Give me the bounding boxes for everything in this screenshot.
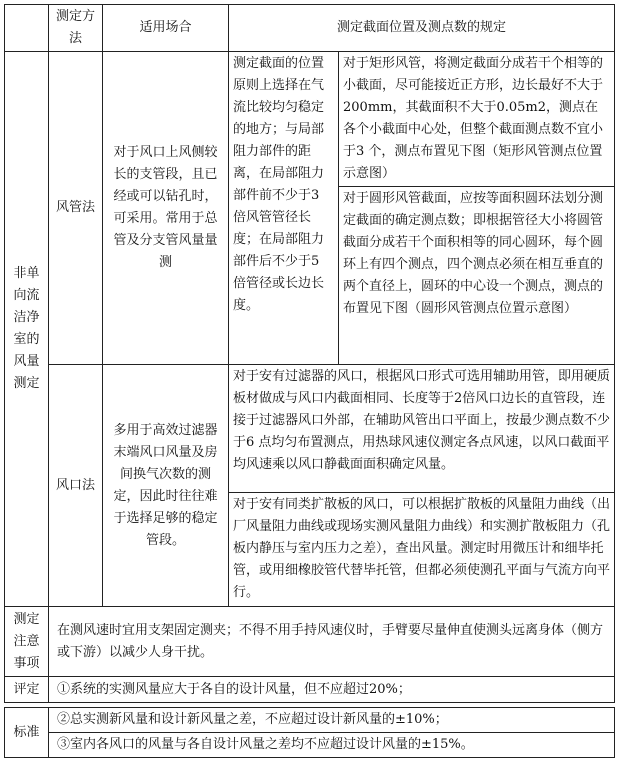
duct-rect-row <box>5 52 615 187</box>
header-row <box>5 5 615 52</box>
evaluation-text-3: ③室内各风口的风量与各自设计风量之差均不应超过设计风量的±15%。 <box>49 733 615 758</box>
section-label: 非单向流洁净室的风量测定 <box>5 52 49 607</box>
outlet-diffuser-rule: 对于安有同类扩散板的风口，可以根据扩散板的风量阻力曲线（出厂风量阻力曲线或现场实测风量阻力曲线）和实测扩散板阻力（孔板内静压与室内压力之差），查出风量。测定时用微压计和细毕托管，或用细橡胶管代替毕托管，但都必须使测孔平面与气流方向平行。 <box>229 493 615 607</box>
header-rules: 测定截面位置及测点数的规定 <box>229 5 615 52</box>
outlet-filter-row <box>5 365 615 493</box>
evaluation-row-2 <box>5 708 615 733</box>
spec-document <box>4 4 614 758</box>
evaluation-label-1: 评定 <box>5 677 49 703</box>
header-blank <box>5 5 49 52</box>
notes-row <box>5 607 615 677</box>
outlet-filter-rule: 对于安有过滤器的风口，根据风口形式可选用辅助用管，即用硬质板材做成与风口内截面相同、长度等于2倍风口边长的直管段，连接于过滤器风口外部，在辅助风管出口平面上，按最少测点数不少于6 点均匀布置测点，用热球风速仪测定各点风速，以风口截面平均风速乘以风口静截面面积确定风量。 <box>229 365 615 493</box>
duct-scenario: 对于风口上风侧较长的支管段，且已经或可以钻孔时，可采用。常用于总管及分支管风量量测 <box>103 52 229 365</box>
evaluation-label-2: 标准 <box>5 708 49 758</box>
header-method: 测定方法 <box>49 5 103 52</box>
airflow-measurement-table <box>4 4 615 758</box>
notes-text: 在测风速时宜用支架固定测夹；不得不用手持风速仪时，手臂要尽量伸直使测头远离身体（侧方或下游）以减少人身干扰。 <box>49 607 615 677</box>
duct-rect-rule: 对于矩形风管，将测定截面分成若干个相等的小截面，尽可能接近正方形，边长最好不大于200mm，其截面积不大于0.05m2，测点在各个小截面中心处，但整个截面测点数不宜小于3 个，测点布置见下图（矩形风管测点位置示意图） <box>339 52 615 187</box>
duct-method: 风管法 <box>49 52 103 365</box>
evaluation-row-3 <box>5 733 615 758</box>
outlet-scenario: 多用于高效过滤器末端风口风量及房间换气次数的测定，因此时往往难于选择足够的稳定管段。 <box>103 365 229 607</box>
header-scenario: 适用场合 <box>103 5 229 52</box>
duct-position-rule: 测定截面的位置原则上选择在气流比较均匀稳定的地方；与局部阻力部件的距离，在局部阻力部件前不少于3 倍风管管径长度；在局部阻力部件后不少于5 倍管径或长边长度。 <box>229 52 339 365</box>
outlet-method: 风口法 <box>49 365 103 607</box>
evaluation-text-2: ②总实测新风量和设计新风量之差，不应超过设计新风量的±10%； <box>49 708 615 733</box>
notes-label: 测定注意事项 <box>5 607 49 677</box>
evaluation-row-1 <box>5 677 615 703</box>
evaluation-text-1: ①系统的实测风量应大于各自的设计风量，但不应超过20%； <box>49 677 615 703</box>
duct-round-rule: 对于圆形风管截面，应按等面积圆环法划分测定截面的确定测点数；即根据管径大小将圆管截面分成若干个面积相等的同心圆环，每个圆环上有四个测点，四个测点必须在相互垂直的两个直径上，圆环的中心设一个测点，测点的布置见下图（圆形风管测点位置示意图） <box>339 187 615 365</box>
